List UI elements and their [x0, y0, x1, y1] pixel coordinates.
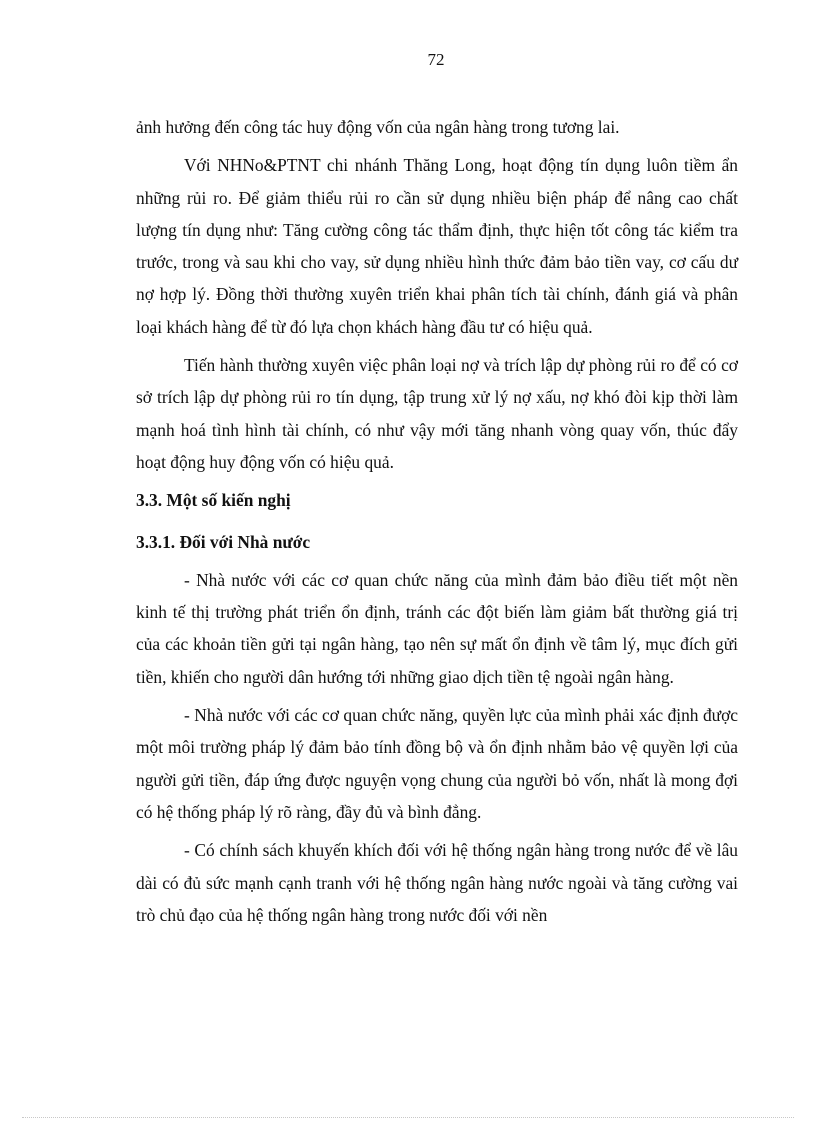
document-body [136, 111, 738, 931]
paragraph-economic-stability: - Nhà nước với các cơ quan chức năng của mình đảm bảo điều tiết một nền kinh tế thị trường phát triển ổn định, tránh các đột biến làm giảm bất thường giá trị của các khoản tiền gửi tại ngân hàng, tạo nên sự mất ổn định về tâm lý, mục đích gửi tiền, khiến cho người dân hướng tới những giao dịch tiền tệ ngoài ngân hàng. [136, 569, 738, 687]
page-bottom-divider [22, 1117, 794, 1118]
paragraph-credit-risk: Với NHNo&PTNT chi nhánh Thăng Long, hoạt động tín dụng luôn tiềm ẩn những rủi ro. Để giảm thiểu rủi ro cần sử dụng nhiều biện pháp để nâng cao chất lượng tín dụng như: Tăng cường công tác thẩm định, thực hiện tốt công tác kiểm tra trước, trong và sau khi cho vay, sử dụng nhiều hình thức đảm bảo tiền vay, cơ cấu dư nợ hợp lý. Đồng thời thường xuyên triển khai phân tích tài chính, đánh giá và phân loại khách hàng để từ đó lựa chọn khách hàng đầu tư có hiệu quả. [136, 155, 738, 337]
paragraph-legal-environment: - Nhà nước với các cơ quan chức năng, quyền lực của mình phải xác định được một môi trường pháp lý đảm bảo tính đồng bộ và ổn định nhằm bảo vệ quyền lợi của người gửi tiền, đáp ứng được nguyện vọng chung của người bỏ vốn, nhất là mong đợi có hệ thống pháp lý rõ ràng, đầy đủ và bình đẳng. [136, 705, 738, 822]
paragraph-incentive-policy: - Có chính sách khuyến khích đối với hệ thống ngân hàng trong nước để về lâu dài có đủ sức mạnh cạnh tranh với hệ thống ngân hàng nước ngoài và tăng cường vai trò chủ đạo của hệ thống ngân hàng trong nước đối với nền [136, 840, 738, 925]
section-heading: 3.3. Một số kiến nghị [136, 490, 291, 511]
subsection-heading: 3.3.1. Đối với Nhà nước [136, 531, 311, 552]
page-number: 72 [427, 50, 445, 69]
paragraph-debt-classification: Tiến hành thường xuyên việc phân loại nợ và trích lập dự phòng rủi ro để có cơ sở trích lập dự phòng rủi ro tín dụng, tập trung xử lý nợ xấu, nợ khó đòi kịp thời làm mạnh hoá tình hình tài chính, có như vậy mới tăng nhanh vòng quay vốn, thúc đẩy hoạt động huy động vốn có hiệu quả. [136, 355, 738, 472]
paragraph-continuation: ảnh hưởng đến công tác huy động vốn của ngân hàng trong tương lai. [136, 117, 620, 137]
